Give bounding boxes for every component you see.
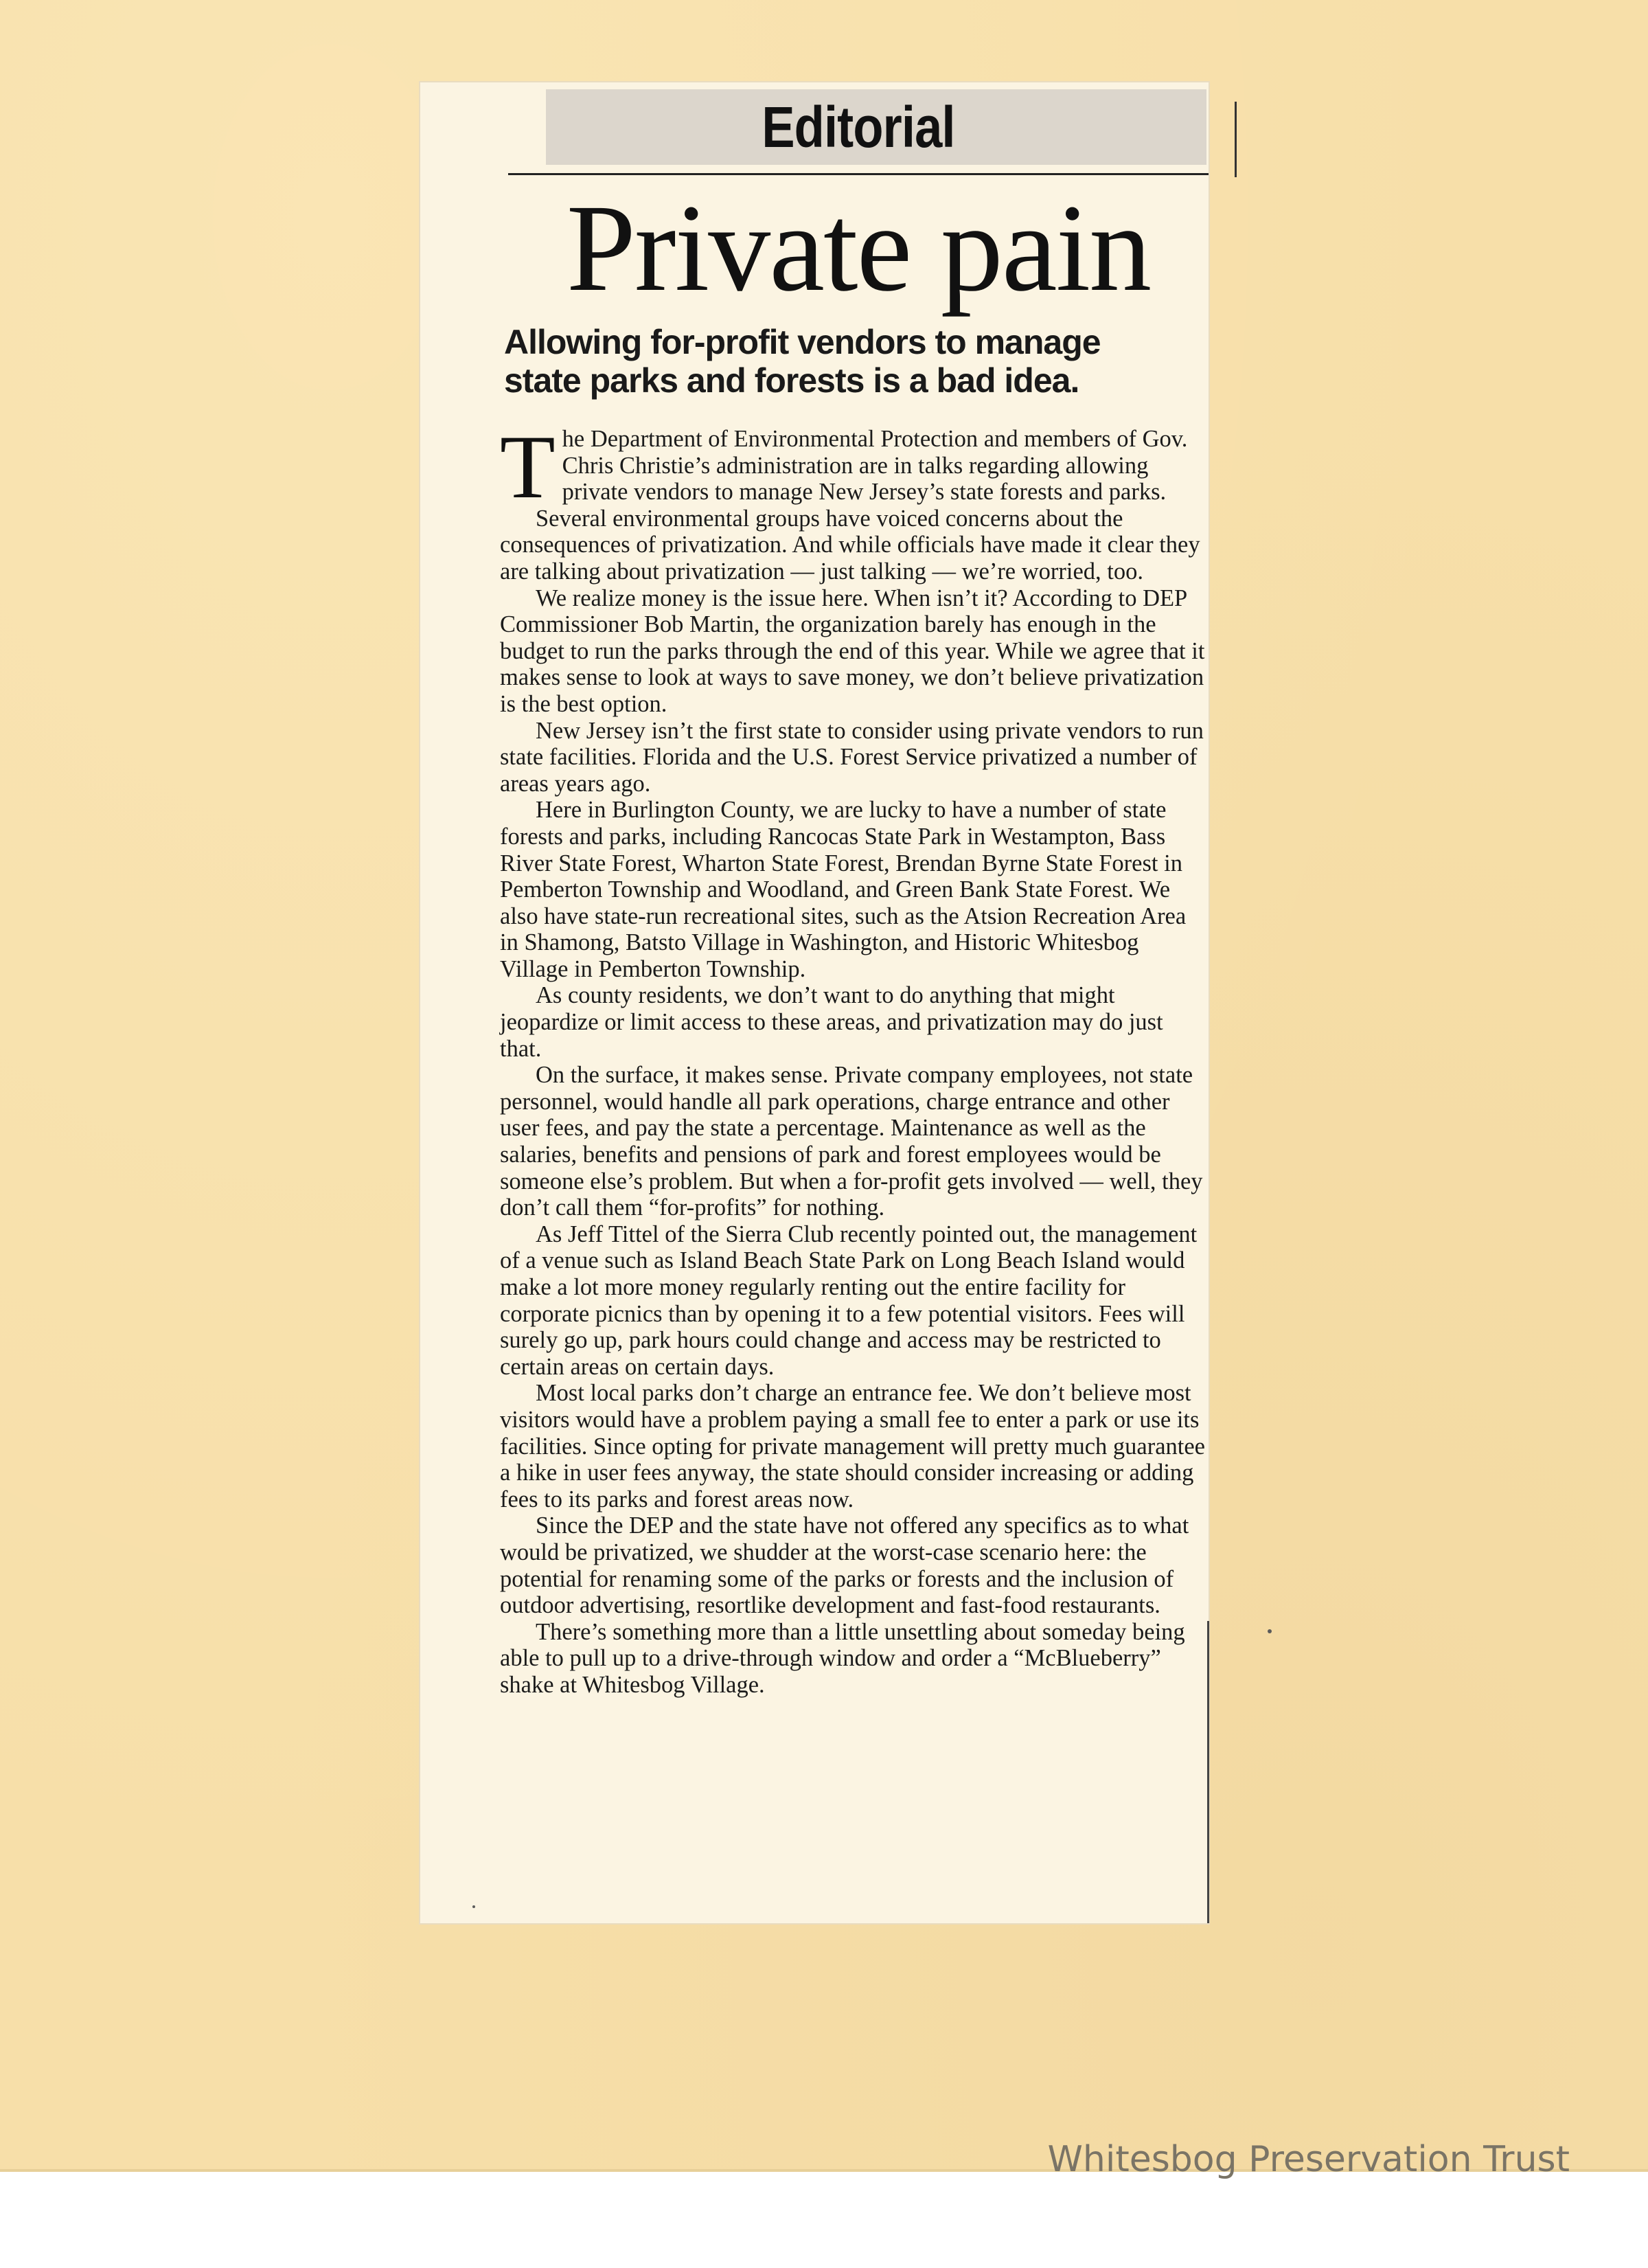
article-paragraph: As county residents, we don’t want to do anything that might jeopardize or limit access to these areas, and privatization may do just that. (500, 982, 1163, 1062)
article-paragraph: Since the DEP and the state have not offered any specifics as to what would be privatized, we shudder at the worst-case scenario here: the potential for renaming some of the parks or forests and the inclusion of outdoor advertising, resortlike development and fast-food restaurants. (500, 1512, 1189, 1619)
subheadline (504, 323, 1122, 400)
paragraph-text: he Department of Environmental Protection and members of Gov. Chris Christie’s administration are in talks regarding allowing private vendors to manage New Jersey’s state forests and parks. (562, 426, 1188, 506)
header-divider (508, 173, 1209, 175)
subheadline-line: state parks and forests is a bad idea. (504, 361, 1079, 400)
watermark-credit: Whitesbog Preservation Trust (1047, 2139, 1570, 2180)
article-paragraph: Several environmental groups have voiced concerns about the consequences of privatization. And while officials have made it clear they are talking about privatization — just talking — we’re worried, too. (500, 505, 1200, 585)
article-paragraph: On the surface, it makes sense. Private company employees, not state personnel, would handle all park operations, charge entrance and other user fees, and pay the state a percentage. Maintenance as well as the salaries, benefits and pensions of park and forest employees would be someone else’s problem. But when a for-profit gets involved — well, they don’t call them “for-profits” for nothing. (500, 1062, 1203, 1221)
article-body (500, 416, 1207, 1699)
article-paragraph: We realize money is the issue here. When isn’t it? According to DEP Commissioner Bob Martin, the organization barely has enough in the budget to run the parks through the end of this year. While we agree that it makes sense to look at ways to save money, we don’t believe privatization is the best option. (500, 585, 1205, 717)
column-rule-top (1235, 102, 1237, 177)
dust-speck (1268, 1629, 1272, 1633)
column-rule-bottom (1207, 1621, 1209, 1923)
subheadline-line: Allowing for-profit vendors to manage (504, 323, 1101, 361)
article-paragraph: New Jersey isn’t the first state to consider using private vendors to run state facilities. Florida and the U.S. Forest Service privatized a number of areas years ago. (500, 717, 1204, 797)
headline: Private pain (566, 179, 1151, 317)
article-paragraph: As Jeff Tittel of the Sierra Club recently pointed out, the management of a venue such as Island Beach State Park on Long Beach Island would make a lot more money regularly renting out the entire facility for corporate picnics than by opening it to a few potential visitors. Fees will surely go up, park hours could change and access may be restricted to certain areas on certain days. (500, 1221, 1198, 1380)
article-paragraph: Here in Burlington County, we are lucky to have a number of state forests and parks, including Rancocas State Park in Westampton, Bass River State Forest, Wharton State Forest, Brendan Byrne State Forest in Pemberton Township and Woodland, and Green Bank State Forest. We also have state-run recreational sites, such as the Atsion Recreation Area in Shamong, Batsto Village in Washington, and Historic Whitesbog Village in Pemberton Township. (500, 797, 1187, 982)
article-paragraph: There’s something more than a little unsettling about someday being able to pull up to a drive-through window and order a “McBlueberry” shake at Whitesbog Village. (500, 1618, 1185, 1698)
section-label: Editorial (762, 95, 955, 159)
article-paragraph: Most local parks don’t charge an entrance fee. We don’t believe most visitors would have a problem paying a small fee to enter a park or use its facilities. Since opting for private management will pretty much guarantee a hike in user fees anyway, the state should consider increasing or adding fees to its parks and forest areas now. (500, 1380, 1205, 1512)
drop-cap: T (500, 416, 556, 517)
dust-speck (472, 1905, 475, 1908)
article-paragraph (500, 416, 1207, 517)
